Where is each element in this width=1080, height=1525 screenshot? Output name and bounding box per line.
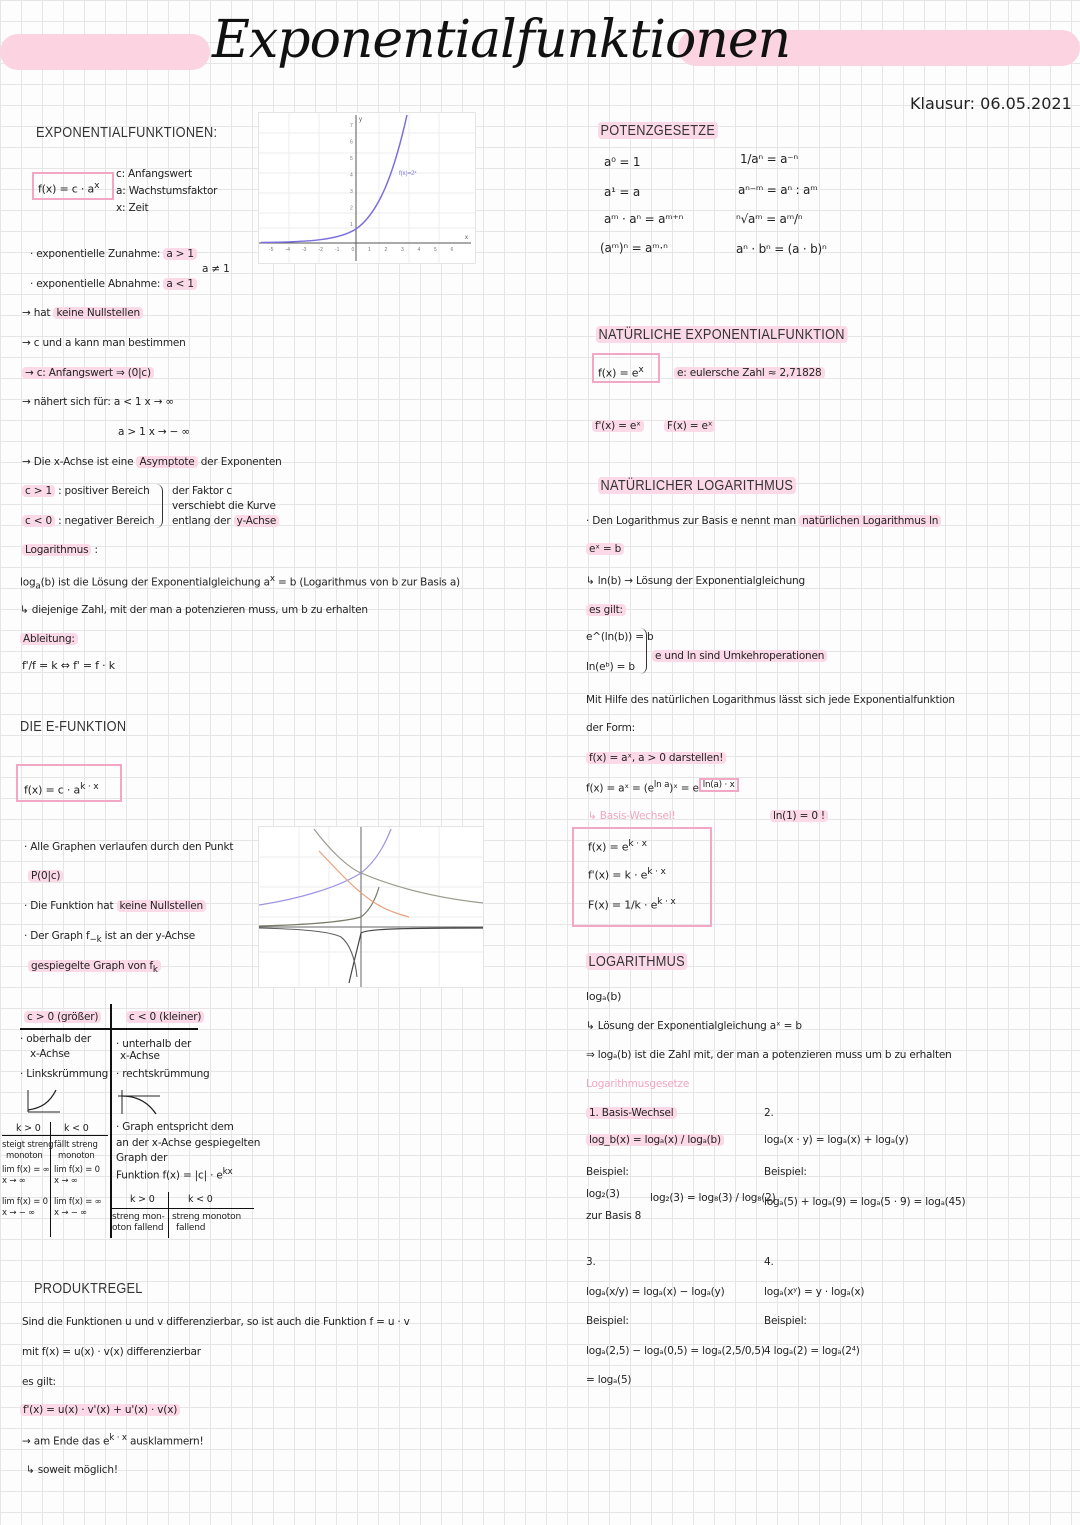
gespiegelte-text — [28, 960, 161, 976]
bx-1 — [588, 838, 647, 854]
produkt-4 — [20, 1404, 180, 1416]
produkt-formula: f'(x) = u(x) · v'(x) + u'(x) · v(x) — [20, 1404, 180, 1416]
rule-3-ex: logₐ(2,5) − logₐ(0,5) = logₐ(2,5/0,5) — [586, 1345, 765, 1357]
k-neg-6: x → − ∞ — [54, 1208, 88, 1218]
ln-1 — [586, 515, 941, 527]
log-definition — [20, 574, 460, 592]
nat-integral — [664, 420, 715, 432]
t-c-pos-text: c > 0 (größer) — [24, 1011, 101, 1023]
rule-2-beispiel: Beispiel: — [764, 1166, 807, 1178]
produkt-5-a: → am Ende das e — [22, 1435, 110, 1448]
log-text: (b) ist die Lösung der Exponentialgleichung a — [40, 576, 270, 589]
y-tick-label: 5 — [350, 156, 353, 162]
ln-1-a: · Den Logarithmus zur Basis e nennt man — [586, 515, 796, 527]
heading-produktregel: PRODUKTREGEL — [34, 1280, 143, 1297]
x-tick-label: 4 — [417, 247, 421, 253]
ln-brace — [640, 628, 647, 674]
k-neg-3: lim f(x) = 0 — [54, 1165, 100, 1175]
ln-11-c: )ˣ = e — [669, 782, 699, 795]
k-neg-5: lim f(x) = ∞ — [54, 1197, 102, 1207]
page-title: Exponentialfunktionen — [212, 10, 791, 70]
rule-4-heading: 4. — [764, 1256, 774, 1268]
lg-4: Logarithmusgesetze — [586, 1078, 690, 1090]
nat-derivative-text: f'(x) = eˣ — [592, 420, 644, 432]
k2-pos-b: oton fallend — [112, 1223, 164, 1233]
asymptote-rest: der Exponenten — [200, 456, 282, 468]
x-axis-label: x — [465, 235, 468, 241]
ln-5: e^(ln(b)) = b — [586, 631, 654, 643]
efunktion-graph — [258, 826, 484, 988]
potenz-5: 1/aⁿ = a⁻ⁿ — [740, 152, 798, 166]
a-neq-1: a ≠ 1 — [202, 263, 230, 275]
gespiegelte-graph — [28, 960, 161, 975]
euler-line — [674, 367, 825, 379]
x-tick-label: -2 — [318, 247, 323, 253]
k2-pos: k > 0 — [130, 1194, 155, 1205]
keine-nullstellen-line — [22, 307, 143, 319]
heading-logarithmus: LOGARITHMUS — [586, 953, 687, 970]
produkt-5-exp: k · x — [109, 1433, 127, 1443]
def-a: a: Wachstumsfaktor — [116, 185, 218, 197]
ableitung-word: Ableitung: — [20, 633, 78, 645]
x-tick-label: 1 — [368, 247, 371, 253]
nat-derivative — [592, 420, 644, 432]
anfangswert-text: → c: Anfangswert ⇒ (0|c) — [22, 367, 154, 379]
rule-1-ex2: zur Basis 8 — [586, 1210, 642, 1222]
sp-3: Graph der — [116, 1152, 168, 1164]
k-neg-4: x → ∞ — [54, 1176, 78, 1186]
exp-graph — [258, 112, 476, 264]
lg-3: ⇒ logₐ(b) ist die Zahl mit, der man a potenzieren muss um b zu erhalten — [586, 1049, 952, 1061]
rule-3-beispiel: Beispiel: — [586, 1315, 629, 1327]
faktor-3-text: entlang der — [172, 515, 231, 527]
k-table-hline — [2, 1135, 108, 1136]
graph-sub: −k — [89, 935, 102, 946]
y-achse-word: y-Achse — [234, 515, 280, 527]
anfangswert-line — [22, 367, 154, 379]
rule-4-beispiel: Beispiel: — [764, 1315, 807, 1327]
asymptote-word: Asymptote — [136, 456, 197, 468]
ln-1-b: natürlichen Logarithmus ln — [799, 515, 941, 527]
title-bar-left — [0, 34, 210, 70]
ln-11-a: f(x) = aˣ = (e — [586, 782, 654, 795]
nat-formula-box — [592, 353, 660, 383]
ln-10 — [586, 752, 726, 764]
ableitung-formula: f'/f = k ⇔ f' = f · k — [22, 659, 115, 672]
k-pos-4: x → ∞ — [2, 1176, 26, 1186]
gespiegelte-sub: k — [152, 965, 158, 976]
k-pos-5: lim f(x) = 0 — [2, 1197, 48, 1207]
ln-12: ↳ Basis-Wechsel! — [588, 810, 676, 822]
ln-11-b: ln a — [653, 780, 670, 790]
ln-6: ln(eᵇ) = b — [586, 661, 635, 673]
def-c: c: Anfangswert — [116, 168, 193, 180]
ln-7-text: e und ln sind Umkehroperationen — [652, 650, 827, 662]
k2-table-vline — [168, 1192, 169, 1238]
logarithmus-heading: Logarithmus : — [22, 544, 98, 556]
rule-1-heading — [586, 1107, 677, 1119]
rule-2-ex: logₐ(5) + logₐ(9) = logₐ(5 · 9) = logₐ(45) — [764, 1196, 966, 1208]
zunahme-text: · exponentielle Zunahme: — [30, 248, 161, 260]
t-ob2: x-Achse — [30, 1048, 70, 1060]
rule-3-ex2: = logₐ(5) — [586, 1374, 632, 1386]
produkt-1: Sind die Funktionen u und v differenzierbar, so ist auch die Funktion f = u · v — [22, 1316, 410, 1328]
table-c-hline — [20, 1028, 198, 1030]
t-c-pos — [24, 1011, 101, 1023]
produkt-3: es gilt: — [22, 1376, 56, 1388]
naehert-sich-line: → nähert sich für: a < 1 x → ∞ — [22, 396, 174, 408]
keine-nullstellen-2 — [24, 900, 206, 912]
log-end: = b (Logarithmus von b zur Basis a) — [274, 576, 460, 589]
potenz-3: aᵐ · aⁿ = aᵐ⁺ⁿ — [604, 212, 684, 226]
sp-4-text: Funktion f(x) = |c| · e — [116, 1169, 223, 1182]
nat-formula-exp: x — [638, 364, 644, 375]
euler-text: e: eulersche Zahl ≈ 2,71828 — [674, 367, 825, 379]
k-pos-2: monoton — [6, 1151, 43, 1161]
def-x: x: Zeit — [116, 202, 149, 214]
k-neg-2: monoton — [58, 1151, 95, 1161]
t-un1: · unterhalb der — [116, 1038, 192, 1050]
k2-neg-a: streng monoton — [172, 1212, 241, 1222]
rule-2-heading: 2. — [764, 1107, 774, 1119]
k-neg-1: fällt streng — [54, 1140, 98, 1150]
potenz-2: a¹ = a — [604, 185, 641, 199]
ln-4-text: es gilt: — [586, 604, 626, 616]
curve-orange — [319, 851, 409, 917]
nat-formula: f(x) = e — [598, 366, 639, 380]
sp-1: · Graph entspricht dem — [116, 1121, 234, 1133]
rule-1-beispiel: Beispiel: — [586, 1166, 629, 1178]
potenz-6: aⁿ⁻ᵐ = aⁿ : aᵐ — [738, 183, 818, 197]
gespiegelte-label: gespiegelte Graph von f — [31, 960, 153, 972]
x-tick-label: 5 — [434, 247, 437, 253]
convex-sketch — [24, 1088, 64, 1116]
bx-3-exp: k · x — [657, 896, 676, 907]
abnahme-text: · exponentielle Abnahme: — [30, 278, 161, 290]
t-rk: · rechtskrümmung — [116, 1068, 210, 1080]
c-a-bestimmen: → c und a kann man bestimmen — [22, 337, 186, 349]
c-neg-text: : negativer Bereich — [58, 515, 155, 527]
ln-11 — [586, 780, 739, 795]
k2-neg-b: fallend — [176, 1223, 206, 1233]
exam-date: Klausur: 06.05.2021 — [910, 94, 1072, 113]
hat-text: → hat — [22, 307, 51, 319]
log-explanation: ↳ diejenige Zahl, mit der man a potenzieren muss, um b zu erhalten — [20, 604, 368, 616]
rule-3-formula: logₐ(x/y) = logₐ(x) − logₐ(y) — [586, 1286, 725, 1298]
curve-blue — [259, 829, 391, 905]
rule-4-formula: logₐ(xʸ) = y · logₐ(x) — [764, 1286, 865, 1298]
efunktion-formula: f(x) = c · a — [24, 783, 81, 797]
zunahme-cond: a > 1 — [163, 248, 197, 260]
bx-3-text: F(x) = 1/k · e — [588, 898, 658, 912]
produkt-6: ↳ soweit möglich! — [26, 1464, 118, 1476]
lg-1: logₐ(b) — [586, 990, 622, 1003]
y-tick-label: 7 — [350, 123, 353, 129]
rule-1-heading-text: 1. Basis-Wechsel — [586, 1107, 677, 1119]
brace — [156, 484, 163, 528]
hat-text-2: · Die Funktion hat — [24, 900, 114, 912]
abnahme-cond: a < 1 — [163, 278, 197, 290]
ln-2 — [586, 543, 624, 555]
graph-gespiegelt — [24, 930, 195, 945]
ln-3: ↳ ln(b) → Lösung der Exponentialgleichung — [586, 575, 805, 587]
x-tick-label: -3 — [302, 247, 307, 253]
zunahme-line — [30, 248, 197, 260]
ln-11-d: ln(a) · x — [699, 778, 739, 792]
graph-f: f — [86, 930, 90, 942]
y-axis-label: y — [359, 117, 362, 123]
lg-2: ↳ Lösung der Exponentialgleichung aˣ = b — [586, 1020, 802, 1032]
table-c-vline — [110, 1004, 112, 1238]
ln-7 — [652, 650, 827, 662]
curve-black — [349, 928, 483, 983]
graph-text: · Der Graph — [24, 930, 83, 942]
sp-4-exp: kx — [222, 1167, 233, 1177]
sp-4 — [116, 1167, 232, 1182]
c-pos-cond: c > 1 — [22, 485, 55, 497]
punkt-p: P(0|c) — [28, 870, 63, 882]
potenz-4: (aᵐ)ⁿ = aᵐ·ⁿ — [600, 241, 668, 255]
heading-natuerliche-exp: NATÜRLICHE EXPONENTIALFUNKTION — [596, 326, 847, 343]
x-tick-label: 2 — [384, 247, 388, 253]
k2-table-hline — [112, 1208, 254, 1209]
abnahme-line — [30, 278, 197, 290]
t-un2: x-Achse — [120, 1050, 160, 1062]
c-pos-text: : positiver Bereich — [58, 485, 150, 497]
y-tick-label: 2 — [350, 205, 353, 212]
k-pos-1: steigt streng — [2, 1140, 54, 1150]
rule-3-heading: 3. — [586, 1256, 596, 1268]
faktor-1: der Faktor c — [172, 485, 232, 497]
ln-10-text: f(x) = aˣ, a > 0 darstellen! — [586, 752, 726, 764]
x-tick-label: -1 — [335, 247, 340, 253]
exp-graph-svg — [259, 113, 475, 263]
efunktion-formula-box — [16, 764, 122, 802]
t-c-neg-text: c < 0 (kleiner) — [126, 1011, 204, 1023]
ln-2-text: eˣ = b — [586, 543, 624, 555]
heading-exponentialfunktionen: EXPONENTIALFUNKTIONEN: — [36, 124, 218, 141]
ln-13 — [770, 810, 828, 822]
x-tick-label: -5 — [269, 247, 274, 253]
rule-1-ex1: log₂(3) — [586, 1188, 620, 1200]
y-tick-label: 3 — [350, 189, 353, 195]
bx-3 — [588, 896, 676, 912]
rule-1-formula — [586, 1134, 724, 1146]
x-tick-label: 0 — [351, 247, 355, 253]
potenz-1: a⁰ = 1 — [604, 155, 641, 169]
log-exponent: x — [269, 574, 275, 584]
t-lk: · Linkskrümmung — [20, 1068, 109, 1080]
graph-achse: ist an der y-Achse — [104, 930, 196, 942]
sp-2: an der x-Achse gespiegelten — [116, 1137, 261, 1149]
k2-neg: k < 0 — [188, 1194, 213, 1205]
alle-graphen: · Alle Graphen verlaufen durch den Punkt — [24, 841, 234, 853]
curve-label: f(x)=2ˣ — [399, 171, 417, 177]
heading-e-funktion: DIE E-FUNKTION — [20, 718, 127, 735]
ln-4 — [586, 604, 626, 616]
y-tick-label: 1 — [350, 222, 353, 228]
k-pos-3: lim f(x) = ∞ — [2, 1165, 50, 1175]
heading-natuerlicher-log: NATÜRLICHER LOGARITHMUS — [598, 477, 796, 494]
k2-pos-a: streng mon- — [112, 1212, 165, 1222]
formula-box — [32, 172, 114, 200]
heading-potenzgesetze: POTENZGESETZE — [598, 122, 718, 139]
punkt — [28, 870, 63, 882]
k-pos-6: x → − ∞ — [2, 1208, 36, 1218]
rule-1-ex3: log₂(3) = log₈(3) / log₈(2) — [650, 1192, 776, 1204]
log-word: log — [20, 576, 36, 589]
t-ob1: · oberhalb der — [20, 1033, 92, 1045]
rule-2-formula: logₐ(x · y) = logₐ(x) + logₐ(y) — [764, 1134, 909, 1146]
formula-exponent: x — [94, 180, 100, 191]
nat-integral-text: F(x) = eˣ — [664, 420, 715, 432]
bx-2-text: f'(x) = k · e — [588, 868, 648, 882]
rule-1-formula-text: log_b(x) = logₐ(x) / logₐ(b) — [586, 1134, 724, 1146]
exp-curve — [261, 115, 407, 243]
asymptote-line — [22, 456, 282, 468]
k-pos: k > 0 — [16, 1123, 41, 1134]
c-neg-cond: c < 0 — [22, 515, 55, 527]
log-base: a — [35, 581, 41, 592]
c-positiv — [22, 485, 150, 497]
naehert-sich-line2: a > 1 x → − ∞ — [118, 426, 190, 438]
x-tick-label: 6 — [450, 247, 454, 253]
bx-1-text: f(x) = e — [588, 840, 629, 854]
faktor-3 — [172, 515, 279, 527]
ableitung-heading — [20, 633, 78, 645]
efunktion-graph-svg — [259, 827, 483, 987]
x-tick-label: 3 — [401, 247, 404, 253]
potenz-7: ⁿ√aᵐ = aᵐ/ⁿ — [736, 212, 803, 226]
formula-text: f(x) = c · a — [38, 182, 95, 196]
keine-nullstellen-word-2: keine Nullstellen — [117, 900, 206, 912]
c-negativ — [22, 515, 154, 527]
bx-1-exp: k · x — [628, 838, 647, 849]
ln-8: Mit Hilfe des natürlichen Logarithmus lässt sich jede Exponentialfunktion — [586, 694, 955, 706]
concave-sketch — [116, 1088, 164, 1118]
logarithmus-word: Logarithmus — [22, 544, 91, 556]
asymptote-text: → Die x-Achse ist eine — [22, 456, 134, 468]
produkt-2: mit f(x) = u(x) · v(x) differenzierbar — [22, 1346, 201, 1358]
y-tick-label: 6 — [350, 139, 353, 146]
bx-2-exp: k · x — [647, 866, 666, 877]
bx-2 — [588, 866, 666, 882]
t-c-neg — [126, 1011, 204, 1023]
rule-4-ex: 4 logₐ(2) = logₐ(2⁴) — [764, 1345, 860, 1357]
y-tick-label: 4 — [350, 172, 353, 179]
ln-13-text: ln(1) = 0 ! — [770, 810, 828, 822]
k-neg: k < 0 — [64, 1123, 89, 1134]
keine-nullstellen: keine Nullstellen — [53, 307, 142, 319]
faktor-2: verschiebt die Kurve — [172, 500, 276, 512]
potenz-8: aⁿ · bⁿ = (a · b)ⁿ — [736, 242, 827, 256]
efunktion-exponent: k · x — [80, 781, 99, 792]
produkt-5-b: ausklammern! — [126, 1435, 204, 1448]
x-tick-label: -4 — [285, 247, 290, 253]
ln-9: der Form: — [586, 722, 635, 734]
produkt-5 — [22, 1433, 204, 1448]
